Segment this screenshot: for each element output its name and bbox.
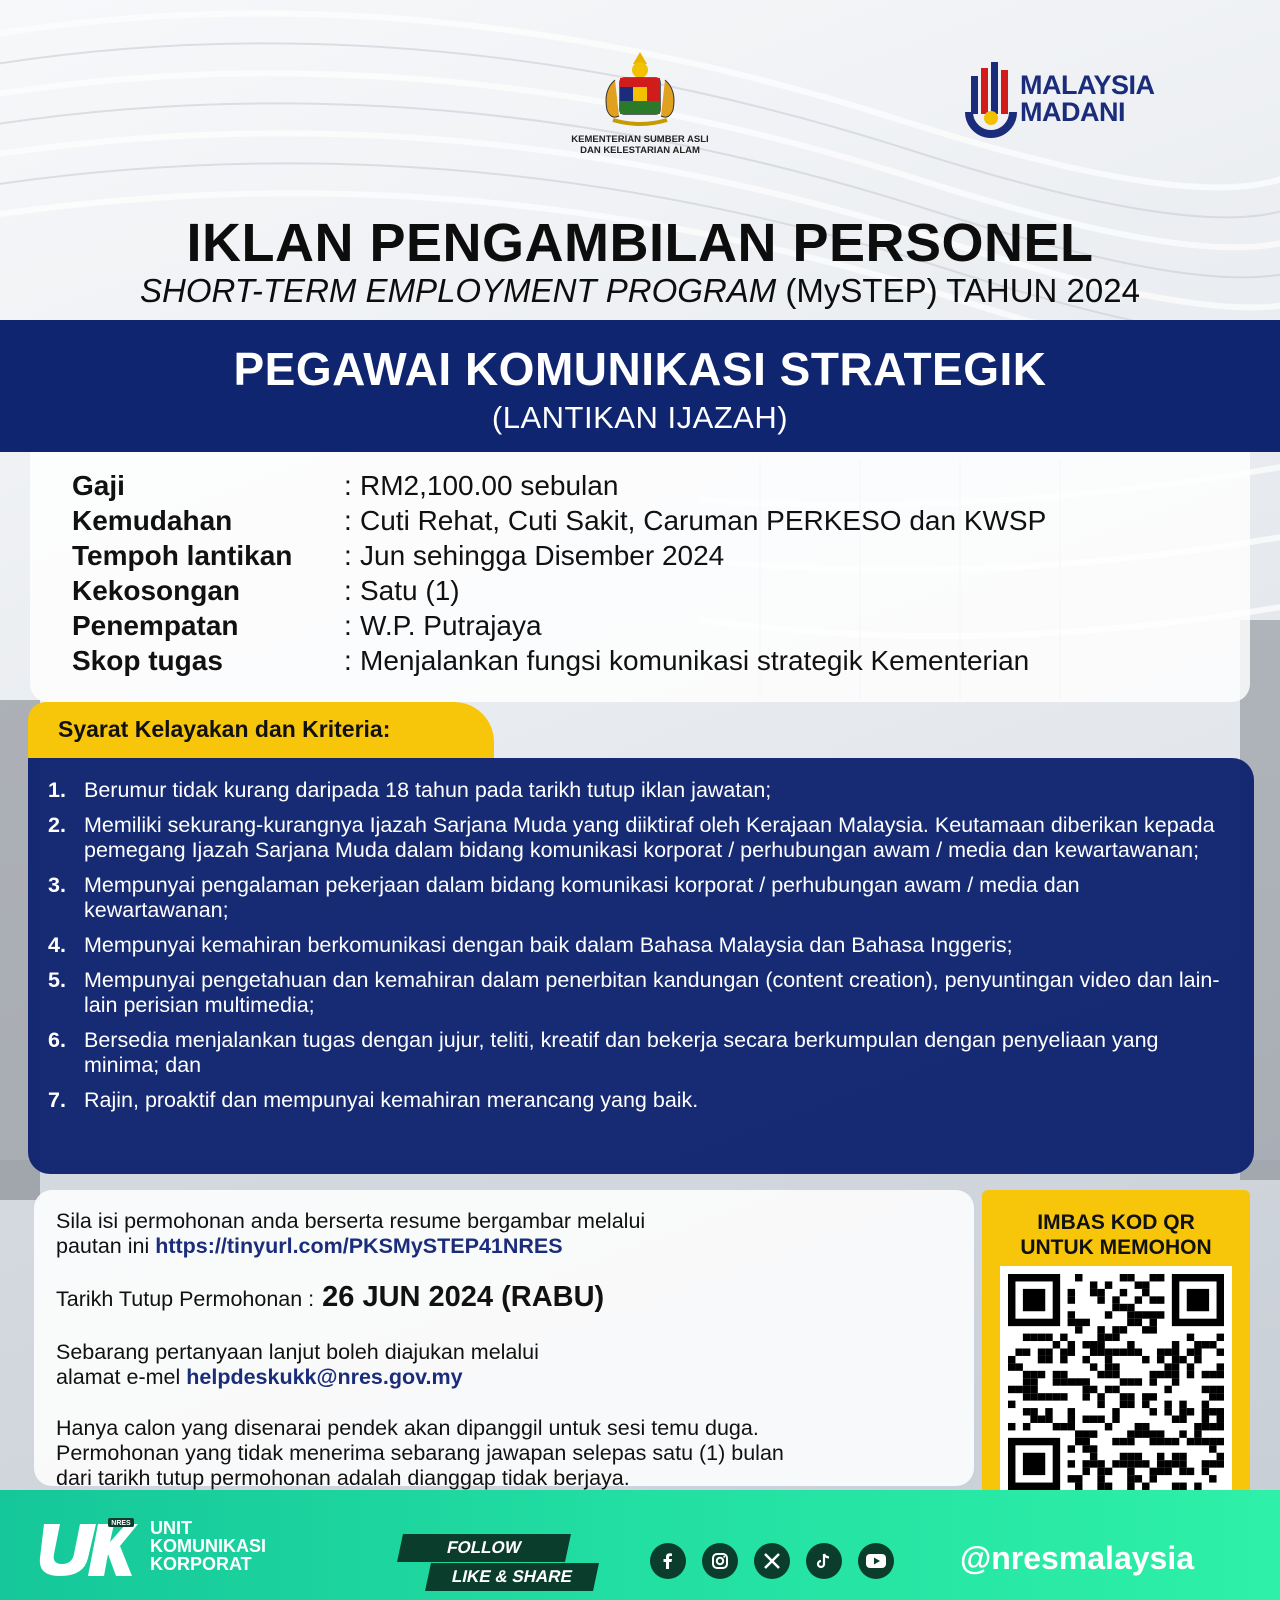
detail-label: Skop tugas — [72, 644, 223, 676]
criteria-text: Bersedia menjalankan tugas dengan jujur, teliti, kreatif dan bekerja secara berkumpulan dengan penyeliaan yang minima; dan — [84, 1028, 1159, 1077]
closing-date-row — [56, 1281, 956, 1314]
detail-value: Cuti Rehat, Cuti Sakit, Caruman PERKESO dan KWSP — [360, 504, 1047, 536]
ministry-crest — [560, 50, 720, 156]
criteria-number: 2. — [48, 813, 66, 837]
position-banner — [0, 320, 1280, 452]
detail-colon: : — [344, 609, 352, 641]
madani-line2: MADANI — [1020, 97, 1125, 127]
enquiry-prefix: alamat e-mel — [56, 1365, 187, 1389]
criteria-number: 4. — [48, 933, 66, 957]
criteria-item — [48, 778, 1224, 803]
criteria-number: 5. — [48, 968, 66, 992]
criteria-tab — [28, 702, 494, 760]
criteria-number: 7. — [48, 1088, 66, 1112]
social-handle[interactable]: @nresmalaysia — [960, 1540, 1195, 1576]
enquiry-line2 — [56, 1365, 956, 1390]
qr-label-line1: IMBAS KOD QR — [1037, 1211, 1195, 1234]
note-line3: dari tarikh tutup permohonan adalah dianggap tidak berjaya. — [56, 1466, 630, 1490]
detail-value: W.P. Putrajaya — [360, 609, 542, 641]
qr-panel — [982, 1190, 1250, 1518]
unit-name — [150, 1519, 266, 1573]
ukk-logo-icon — [38, 1518, 138, 1578]
position-title: PEGAWAI KOMUNIKASI STRATEGIK — [233, 343, 1047, 395]
note-line2: Permohonan yang tidak menerima sebarang jawapan selepas satu (1) bulan — [56, 1441, 784, 1465]
instruction-line1: Sila isi permohonan anda berserta resume bergambar melalui — [56, 1209, 646, 1233]
helpdesk-email[interactable]: helpdeskukk@nres.gov.my — [186, 1365, 463, 1389]
madani-line1: MALAYSIA — [1020, 70, 1155, 100]
like-share-badge: LIKE & SHARE — [425, 1563, 599, 1591]
criteria-text: Mempunyai pengalaman pekerjaan dalam bidang komunikasi korporat / perhubungan awam / media dan kewartawanan; — [84, 873, 1080, 922]
ministry-caption-line1: KEMENTERIAN SUMBER ASLI — [571, 134, 709, 145]
ministry-caption-line2: DAN KELESTARIAN ALAM — [580, 145, 700, 156]
detail-colon: : — [344, 574, 352, 606]
criteria-list — [28, 758, 1254, 1174]
criteria-item — [48, 873, 1224, 923]
criteria-item — [48, 1028, 1224, 1078]
detail-row-scope — [72, 643, 1252, 678]
closing-date-label: Tarikh Tutup Permohonan : — [56, 1287, 315, 1311]
detail-value: Satu (1) — [360, 574, 460, 606]
criteria-item — [48, 1088, 1224, 1113]
coat-of-arms-icon — [585, 50, 695, 130]
detail-colon: : — [344, 644, 352, 676]
tiktok-icon[interactable] — [806, 1543, 842, 1579]
detail-row-placement — [72, 608, 1252, 643]
detail-label: Tempoh lantikan — [72, 539, 293, 571]
unit-line2: KOMUNIKASI — [150, 1536, 266, 1556]
detail-colon: : — [344, 504, 352, 536]
criteria-text: Rajin, proaktif dan mempunyai kemahiran merancang yang baik. — [84, 1088, 699, 1112]
detail-colon: : — [344, 469, 352, 501]
application-link[interactable]: https://tinyurl.com/PKSMySTEP41NRES — [155, 1234, 563, 1258]
instruction-prefix: pautan ini — [56, 1234, 156, 1258]
youtube-icon[interactable] — [858, 1543, 894, 1579]
unit-badge: NRES — [111, 1520, 131, 1527]
page-title: IKLAN PENGAMBILAN PERSONEL — [186, 213, 1094, 273]
note-line1: Hanya calon yang disenarai pendek akan dipanggil untuk sesi temu duga. — [56, 1416, 759, 1440]
qr-label-line2: UNTUK MEMOHON — [1020, 1236, 1212, 1259]
criteria-number: 3. — [48, 873, 66, 897]
criteria-text: Berumur tidak kurang daripada 18 tahun pada tarikh tutup iklan jawatan; — [84, 778, 772, 802]
criteria-text: Mempunyai kemahiran berkomunikasi dengan baik dalam Bahasa Malaysia dan Bahasa Inggeris; — [84, 933, 1013, 957]
criteria-number: 1. — [48, 778, 66, 802]
criteria-item — [48, 968, 1224, 1018]
job-details — [72, 468, 1252, 678]
social-icons — [650, 1543, 894, 1579]
madani-emblem-icon — [965, 62, 1017, 138]
detail-label: Penempatan — [72, 609, 239, 641]
criteria-number: 6. — [48, 1028, 66, 1052]
detail-row-vacancy — [72, 573, 1252, 608]
instagram-icon[interactable] — [702, 1543, 738, 1579]
x-icon[interactable] — [754, 1543, 790, 1579]
application-info — [56, 1209, 956, 1491]
enquiry-line1: Sebarang pertanyaan lanjut boleh diajukan melalui — [56, 1340, 539, 1364]
detail-row-period — [72, 538, 1252, 573]
follow-badge: FOLLOW — [397, 1534, 571, 1562]
program-subtitle — [0, 272, 1280, 310]
instruction-line2 — [56, 1234, 956, 1259]
detail-value: Jun sehingga Disember 2024 — [360, 539, 725, 571]
detail-colon: : — [344, 539, 352, 571]
closing-date-value: 26 JUN 2024 (RABU) — [322, 1281, 605, 1313]
qr-label — [982, 1210, 1250, 1260]
criteria-item — [48, 933, 1224, 958]
qr-code-icon — [1008, 1274, 1224, 1490]
detail-value: Menjalankan fungsi komunikasi strategik Kementerian — [360, 644, 1030, 676]
ministry-caption — [560, 134, 720, 156]
unit-line3: KORPORAT — [150, 1554, 252, 1574]
detail-value: RM2,100.00 sebulan — [360, 469, 619, 501]
criteria-heading: Syarat Kelayakan dan Kriteria: — [58, 716, 391, 742]
detail-row-salary — [72, 468, 1252, 503]
detail-label: Kekosongan — [72, 574, 241, 606]
position-type: (LANTIKAN IJAZAH) — [491, 400, 789, 435]
program-year: (MySTEP) TAHUN 2024 — [776, 272, 1140, 309]
malaysia-madani-logo — [965, 60, 1175, 140]
facebook-icon[interactable] — [650, 1543, 686, 1579]
unit-line1: UNIT — [150, 1518, 192, 1538]
detail-label: Gaji — [72, 469, 125, 501]
criteria-item — [48, 813, 1224, 863]
program-name: SHORT-TERM EMPLOYMENT PROGRAM — [140, 272, 777, 309]
criteria-text: Mempunyai pengetahuan dan kemahiran dalam penerbitan kandungan (content creation), penyuntingan video dan lain-lain perisian multimedia; — [84, 968, 1220, 1017]
criteria-text: Memiliki sekurang-kurangnya Ijazah Sarjana Muda yang diiktiraf oleh Kerajaan Malaysia. Keutamaan diberikan kepada pemegang Ijazah Sarjana Muda dalam bidang komunikasi korporat / perhubungan awam / media dan kewartawanan; — [84, 813, 1215, 862]
detail-label: Kemudahan — [72, 504, 233, 536]
qr-code[interactable] — [1000, 1266, 1232, 1498]
detail-row-benefits — [72, 503, 1252, 538]
